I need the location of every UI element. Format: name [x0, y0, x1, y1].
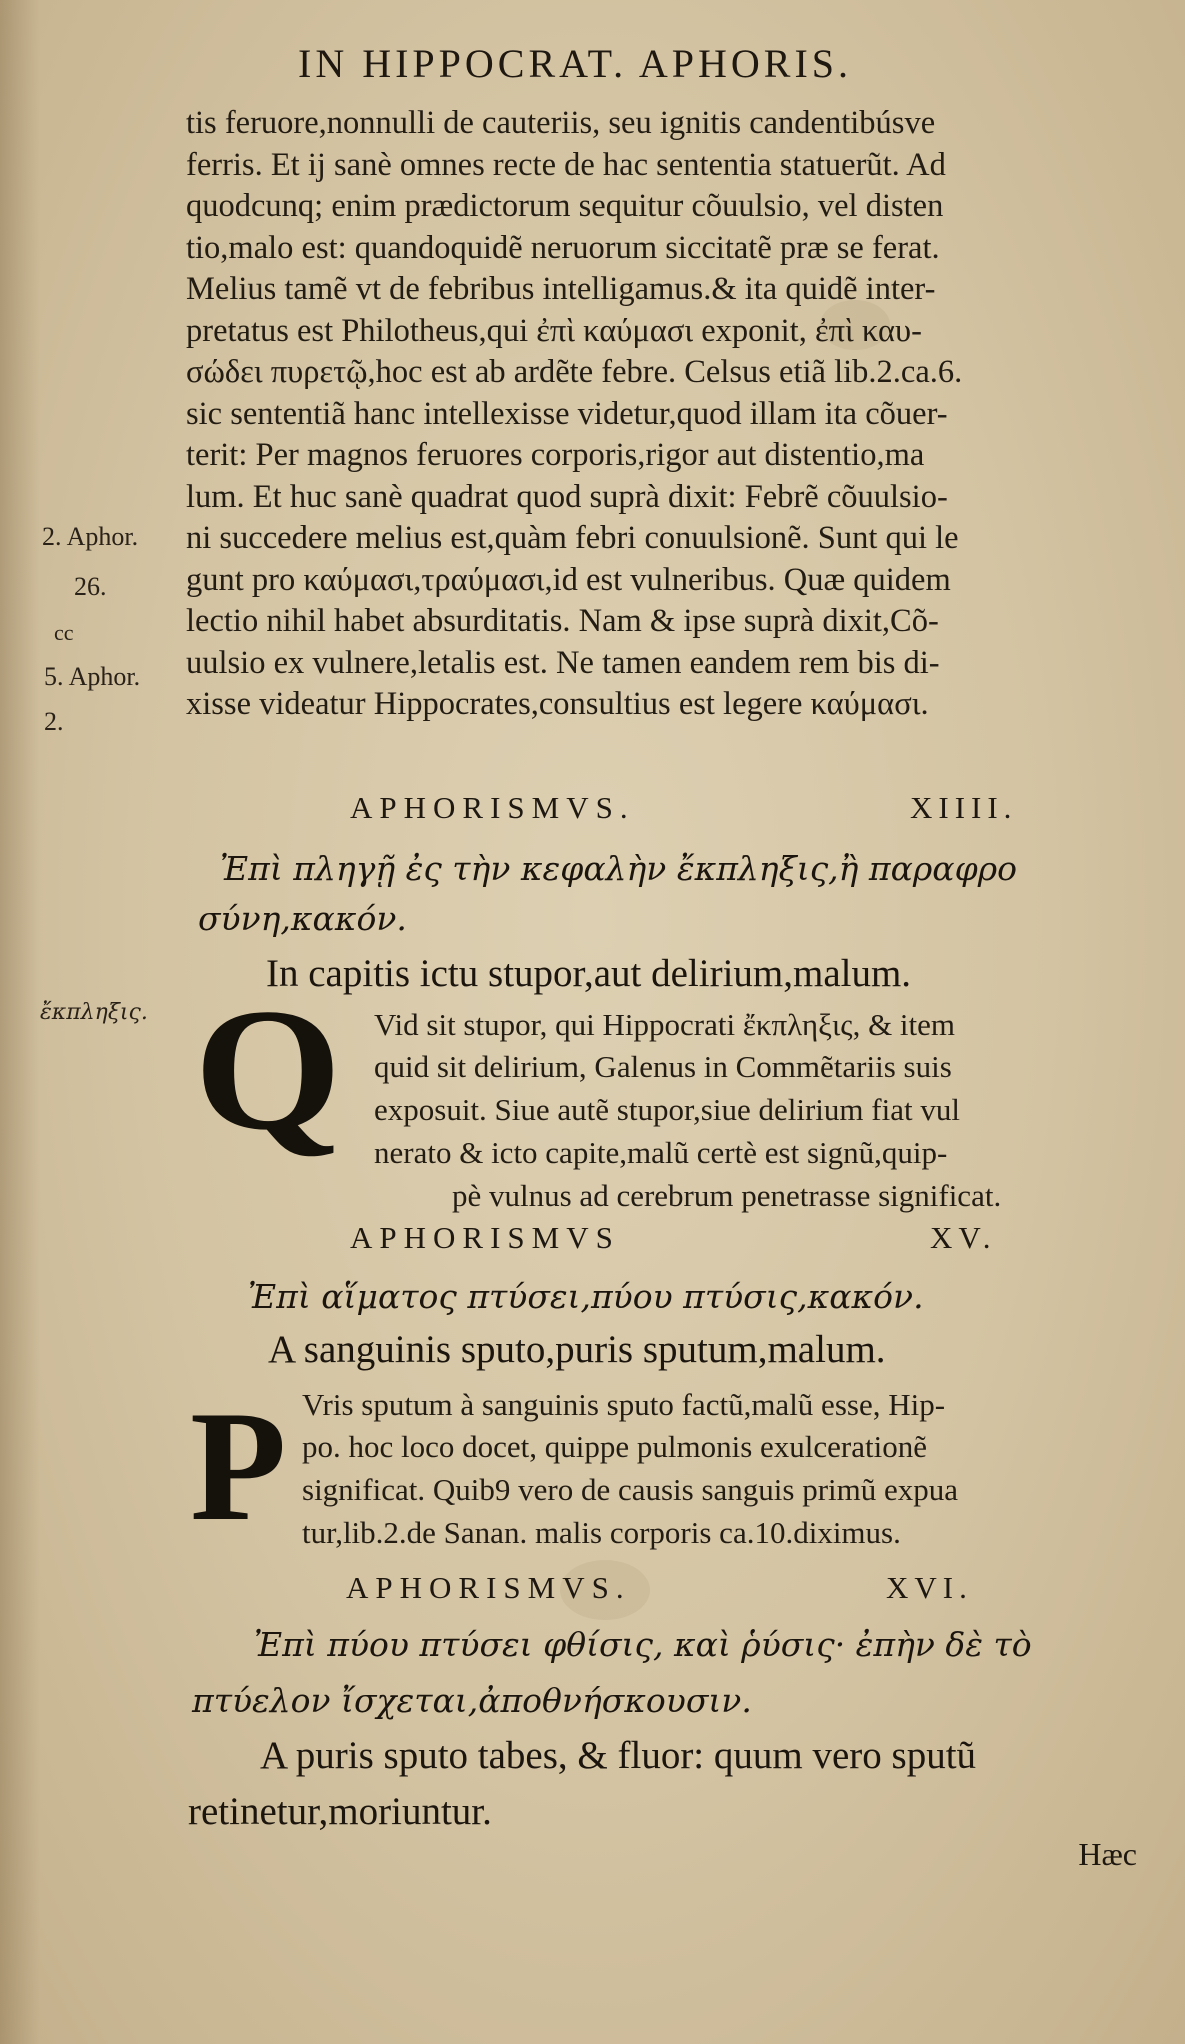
commentary-line: exposuit. Siue autẽ stupor,siue delirium fiat vul — [374, 1092, 960, 1127]
aphorism-number: XIIII. — [910, 790, 1018, 825]
aphorism-number: XVI. — [886, 1570, 973, 1605]
greek-text-line: πτύελον ἴσχεται,ἀποθνήσκουσιν. — [192, 1681, 752, 1720]
text-line: gunt pro καύμασι,τραύμασι,id est vulneribus. Quæ quidem — [186, 561, 951, 598]
latin-aphorism-line: retinetur,moriuntur. — [188, 1790, 492, 1833]
text-line: xisse videatur Hippocrates,consultius est legere καύμασι. — [186, 686, 929, 722]
aphorism-number: XV. — [930, 1220, 997, 1255]
aphorism-heading: APHORISMVS. — [346, 1570, 631, 1605]
text-line: tio,malo est: quandoquidẽ neruorum siccitatẽ præ se ferat. — [186, 229, 940, 266]
text-line: pretatus est Philotheus,qui ἐπὶ καύμασι exponit, ἐπὶ καυ- — [186, 312, 922, 349]
margin-note-greek: ἔκπληξις. — [40, 1000, 148, 1025]
text-line: quodcunq; enim prædictorum sequitur cõuulsio, vel disten — [186, 188, 944, 224]
margin-note-aphor-ref: 5. Aphor. — [44, 662, 141, 691]
commentary-line: Vid sit stupor, qui Hippocrati ἔκπληξις, & item — [374, 1007, 956, 1042]
text-line: sic sententiã hanc intellexisse videtur,quod illam ita cõuer- — [186, 395, 948, 432]
catchword: Hæc — [1078, 1836, 1137, 1872]
latin-aphorism-line: A puris sputo tabes, & fluor: quum vero sputũ — [260, 1734, 977, 1777]
margin-note-mark: cc — [54, 620, 74, 645]
greek-text-line: Ἐπὶ πύου πτύσει φθίσις, καὶ ῥύσις· ἐπὴν δὲ τὸ — [254, 1625, 1032, 1664]
latin-aphorism: In capitis ictu stupor,aut delirium,malum. — [266, 952, 912, 995]
drop-cap-q: Q — [194, 973, 342, 1167]
intro-paragraph — [186, 103, 1136, 726]
text-line: ni succedere melius est,quàm febri conuulsionẽ. Sunt qui le — [186, 520, 959, 556]
commentary-line: quid sit delirium, Galenus in Commẽtariis suis — [374, 1049, 952, 1084]
commentary-line: significat. Quib9 vero de causis sanguis primũ expua — [302, 1472, 959, 1507]
text-line: ferris. Et ij sanè omnes recte de hac sententia statuerũt. Ad — [186, 146, 946, 183]
gutter-shadow — [0, 0, 40, 2044]
margin-note-aphor-ref: 2. Aphor. — [42, 522, 139, 551]
commentary-line: nerato & icto capite,malũ certè est signũ,quip- — [374, 1135, 948, 1170]
commentary-line: tur,lib.2.de Sanan. malis corporis ca.10.diximus. — [302, 1515, 901, 1550]
latin-aphorism: A sanguinis sputo,puris sputum,malum. — [268, 1328, 886, 1371]
greek-text-line: Ἐπὶ πληγῇ ἐς τὴν κεφαλὴν ἔκπληξις,ἢ παραφρο — [220, 849, 1017, 888]
text-line: σώδει πυρετῷ,hoc est ab ardẽte febre. Celsus etiã lib.2.ca.6. — [186, 354, 963, 390]
text-line: tis feruore,nonnulli de cauteriis, seu ignitis candentibúsve — [186, 105, 936, 141]
greek-text-line: Ἐπὶ αἵματος πτύσει,πύου πτύσις,κακόν. — [248, 1277, 924, 1316]
text-line: terit: Per magnos feruores corporis,rigor aut distentio,ma — [186, 437, 925, 473]
drop-cap-p: P — [190, 1379, 287, 1554]
commentary-line: Vris sputum à sanguinis sputo factũ,malũ esse, Hip- — [302, 1387, 946, 1422]
text-line: uulsio ex vulnere,letalis est. Ne tamen eandem rem bis di- — [186, 644, 940, 681]
margin-note-aphor-num: 26. — [74, 572, 107, 601]
commentary-line: pè vulnus ad cerebrum penetrasse significat. — [452, 1178, 1002, 1213]
aphorism-heading: APHORISMVS. — [350, 790, 635, 825]
margin-note-aphor-num: 2. — [44, 707, 64, 736]
text-line: Melius tamẽ vt de febribus intelligamus.& ita quidẽ inter- — [186, 271, 936, 307]
running-head: IN HIPPOCRAT. APHORIS. — [298, 41, 853, 86]
commentary-line: po. hoc loco docet, quippe pulmonis exulcerationẽ — [302, 1429, 927, 1464]
text-line: lectio nihil habet absurditatis. Nam & ipse suprà dixit,Cõ- — [186, 603, 939, 639]
aphorism-heading: APHORISMVS — [350, 1220, 620, 1255]
text-line: lum. Et huc sanè quadrat quod suprà dixit: Febrẽ cõuulsio- — [186, 478, 948, 515]
greek-text-line: σύνη,κακόν. — [198, 899, 407, 938]
